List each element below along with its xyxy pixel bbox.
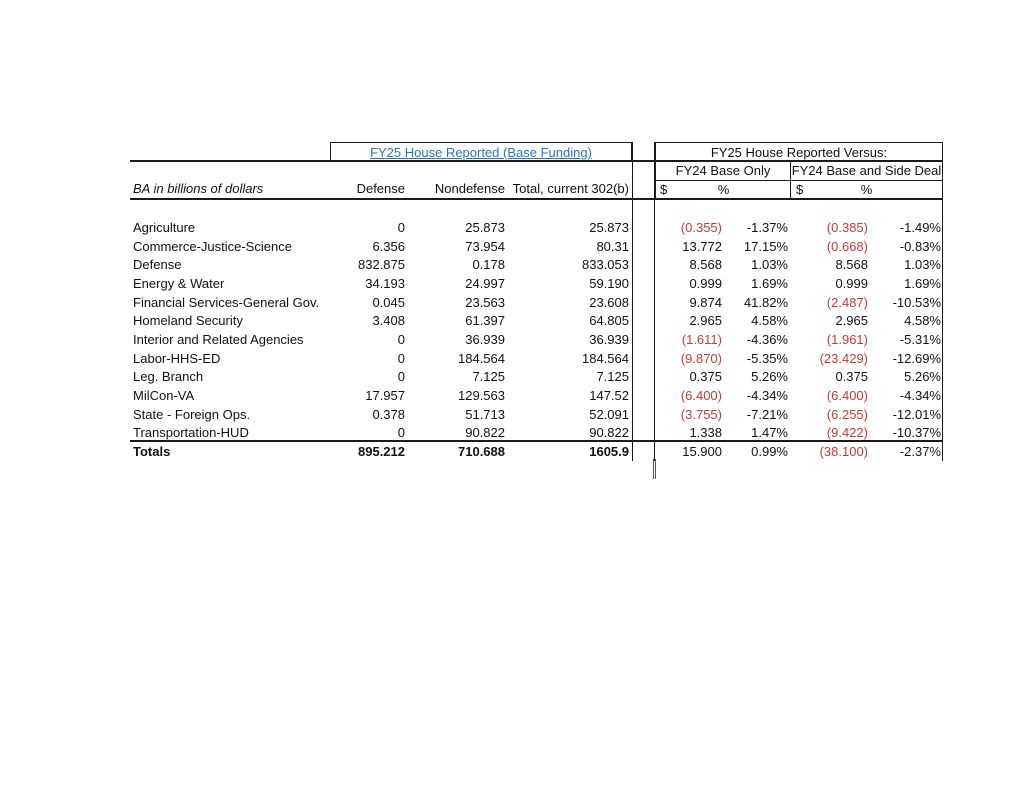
cell-vs-side-dollar: (0.385) <box>826 220 868 235</box>
cell-nondefense: 90.822 <box>465 425 505 441</box>
cell-vs-side-dollar: (1.961) <box>826 331 868 347</box>
cell-vs-base-dollar: 2.965 <box>689 313 722 329</box>
cell-nondefense: 129.563 <box>458 387 505 403</box>
cell-vs-base-percent: -4.36% <box>746 331 788 347</box>
cell-vs-base-dollar: 13.772 <box>682 238 722 254</box>
table-row <box>130 406 943 424</box>
cell-nondefense: 25.873 <box>465 220 505 235</box>
cell-category: Transportation-HUD <box>133 425 249 441</box>
cell-vs-base-dollar: 0.999 <box>689 275 722 291</box>
cell-category: Interior and Related Agencies <box>133 331 304 347</box>
cell-total: 23.608 <box>589 294 629 310</box>
cell-total: 64.805 <box>589 313 629 329</box>
cell-nondefense: 61.397 <box>465 313 505 329</box>
table-row <box>130 387 943 405</box>
cell-total: 36.939 <box>589 331 629 347</box>
cell-total: 90.822 <box>589 425 629 441</box>
cell-vs-base-dollar: 8.568 <box>689 257 722 273</box>
cell-nondefense: 23.563 <box>465 294 505 310</box>
cell-nondefense: 184.564 <box>458 350 505 366</box>
cell-vs-side-percent: 5.26% <box>904 369 941 385</box>
cell-vs-base-percent: -5.35% <box>746 350 788 366</box>
cell-category: Homeland Security <box>133 313 243 329</box>
cell-vs-side-percent: -1.49% <box>899 220 941 235</box>
cell-vs-base-dollar: (1.611) <box>681 331 722 347</box>
cell-total: 52.091 <box>589 406 629 422</box>
table-row <box>130 312 943 330</box>
cell-total: 59.190 <box>589 275 629 291</box>
cell-nondefense: 7.125 <box>472 369 505 385</box>
cell-vs-base-percent: 4.58% <box>751 313 788 329</box>
cell-nondefense: 0.178 <box>472 257 505 273</box>
cell-defense: 34.193 <box>365 275 405 291</box>
cell-defense: 0 <box>397 350 405 366</box>
cell-vs-side-percent: -4.34% <box>899 387 941 403</box>
cell-defense: 3.408 <box>372 313 405 329</box>
versus-header-label: FY25 House Reported Versus: <box>710 145 888 160</box>
cell-totals-vs-base-dollar: 15.900 <box>682 444 722 459</box>
cell-vs-side-percent: 1.03% <box>904 257 941 273</box>
cell-total: 147.52 <box>589 387 629 403</box>
cell-nondefense: 36.939 <box>465 331 505 347</box>
cell-category: Labor-HHS-ED <box>133 350 221 366</box>
table-row <box>130 331 943 349</box>
cell-vs-side-percent: -10.53% <box>892 294 941 310</box>
col-header-total-302b: Total, current 302(b) <box>512 181 629 196</box>
table-row <box>130 294 943 312</box>
cell-totals-vs-side-percent: -2.37% <box>899 444 941 459</box>
column-header-row <box>130 180 943 198</box>
cell-category: Agriculture <box>133 220 196 235</box>
cell-vs-base-percent: -7.21% <box>746 406 788 422</box>
text-cursor <box>653 459 656 479</box>
left-group-header-box <box>330 142 632 161</box>
col-header-side-percent: % <box>860 182 873 197</box>
cell-vs-side-percent: -12.69% <box>892 350 941 366</box>
cell-vs-side-dollar: (0.668) <box>826 238 868 254</box>
cell-vs-side-percent: -12.01% <box>892 406 941 422</box>
row-label-header: BA in billions of dollars <box>133 181 264 196</box>
cell-vs-base-dollar: 0.375 <box>689 369 722 385</box>
col-header-defense: Defense <box>356 181 405 196</box>
cell-category: Commerce-Justice-Science <box>133 238 292 254</box>
cell-defense: 0.378 <box>372 406 405 422</box>
cell-vs-side-percent: -10.37% <box>892 425 941 441</box>
cell-vs-side-percent: -0.83% <box>899 238 941 254</box>
cell-vs-base-percent: 17.15% <box>743 238 788 254</box>
cell-defense: 0 <box>397 331 405 347</box>
cell-vs-base-dollar: (0.355) <box>680 220 722 235</box>
table-row <box>130 219 943 237</box>
table-row <box>130 275 943 293</box>
cell-defense: 0.045 <box>372 294 405 310</box>
cell-total: 80.31 <box>596 238 629 254</box>
cell-vs-base-percent: 1.03% <box>751 257 788 273</box>
cell-vs-base-dollar: 1.338 <box>689 425 722 441</box>
cell-defense: 0 <box>397 220 405 235</box>
table-row <box>130 350 943 368</box>
subgroup-fy24-base-side-deal: FY24 Base and Side Deal <box>791 163 942 178</box>
cell-totals-label: Totals <box>133 444 171 459</box>
table-row <box>130 238 943 256</box>
versus-header-box <box>655 142 943 161</box>
cell-defense: 832.875 <box>358 257 405 273</box>
cell-nondefense: 51.713 <box>465 406 505 422</box>
cell-totals-defense: 895.212 <box>358 444 405 459</box>
cell-defense: 17.957 <box>365 387 405 403</box>
cell-total: 25.873 <box>589 220 629 235</box>
cell-totals-total: 1605.9 <box>589 444 629 459</box>
border-line <box>654 142 655 461</box>
border-line <box>130 198 943 200</box>
cell-vs-side-dollar: 0.999 <box>835 275 868 291</box>
cell-vs-base-percent: 41.82% <box>743 294 788 310</box>
border-line <box>130 440 943 442</box>
cell-category: Defense <box>133 257 182 273</box>
cell-total: 7.125 <box>596 369 629 385</box>
cell-vs-base-dollar: 9.874 <box>689 294 722 310</box>
cell-category: MilCon-VA <box>133 387 195 403</box>
cell-vs-side-percent: -5.31% <box>899 331 941 347</box>
cell-vs-base-percent: -1.37% <box>746 220 788 235</box>
cell-vs-side-dollar: 8.568 <box>835 257 868 273</box>
cell-vs-side-dollar: (9.422) <box>826 425 868 441</box>
cell-vs-side-percent: 1.69% <box>904 275 941 291</box>
cell-vs-side-dollar: (6.400) <box>826 387 868 403</box>
cell-total: 184.564 <box>582 350 629 366</box>
cell-defense: 0 <box>397 369 405 385</box>
col-header-side-dollar: $ <box>796 182 804 197</box>
col-header-base-percent: % <box>717 182 730 197</box>
base-funding-link[interactable]: FY25 House Reported (Base Funding) <box>370 145 592 160</box>
cell-vs-side-dollar: (6.255) <box>826 406 868 422</box>
cell-vs-base-dollar: (9.870) <box>680 350 722 366</box>
cell-vs-side-percent: 4.58% <box>904 313 941 329</box>
border-line <box>942 142 943 461</box>
subgroup-fy24-base-only: FY24 Base Only <box>656 162 791 180</box>
cell-nondefense: 73.954 <box>465 238 505 254</box>
border-line <box>632 142 633 461</box>
col-header-base-dollar: $ <box>660 182 668 197</box>
cell-vs-base-dollar: (3.755) <box>680 406 722 422</box>
cell-vs-base-percent: 5.26% <box>751 369 788 385</box>
cell-category: Financial Services-General Gov. <box>133 294 320 310</box>
cell-defense: 0 <box>397 425 405 441</box>
cell-totals-vs-side-dollar: (38.100) <box>819 444 868 459</box>
cell-category: State - Foreign Ops. <box>133 406 251 422</box>
cell-vs-base-dollar: (6.400) <box>680 387 722 403</box>
table-row <box>130 368 943 386</box>
table-row <box>130 256 943 274</box>
totals-row <box>130 443 943 461</box>
cell-vs-side-dollar: (23.429) <box>819 350 868 366</box>
cell-vs-side-dollar: (2.487) <box>826 294 868 310</box>
cell-vs-base-percent: 1.69% <box>751 275 788 291</box>
cell-vs-side-dollar: 2.965 <box>835 313 868 329</box>
cell-vs-side-dollar: 0.375 <box>835 369 868 385</box>
cell-defense: 6.356 <box>372 238 405 254</box>
cell-vs-base-percent: -4.34% <box>746 387 788 403</box>
cell-category: Leg. Branch <box>133 369 204 385</box>
col-header-nondefense: Nondefense <box>434 181 505 196</box>
cell-nondefense: 24.997 <box>465 275 505 291</box>
cell-category: Energy & Water <box>133 275 225 291</box>
cell-total: 833.053 <box>582 257 629 273</box>
cell-totals-vs-base-percent: 0.99% <box>751 444 788 459</box>
cell-totals-nondefense: 710.688 <box>458 444 505 459</box>
cell-vs-base-percent: 1.47% <box>751 425 788 441</box>
